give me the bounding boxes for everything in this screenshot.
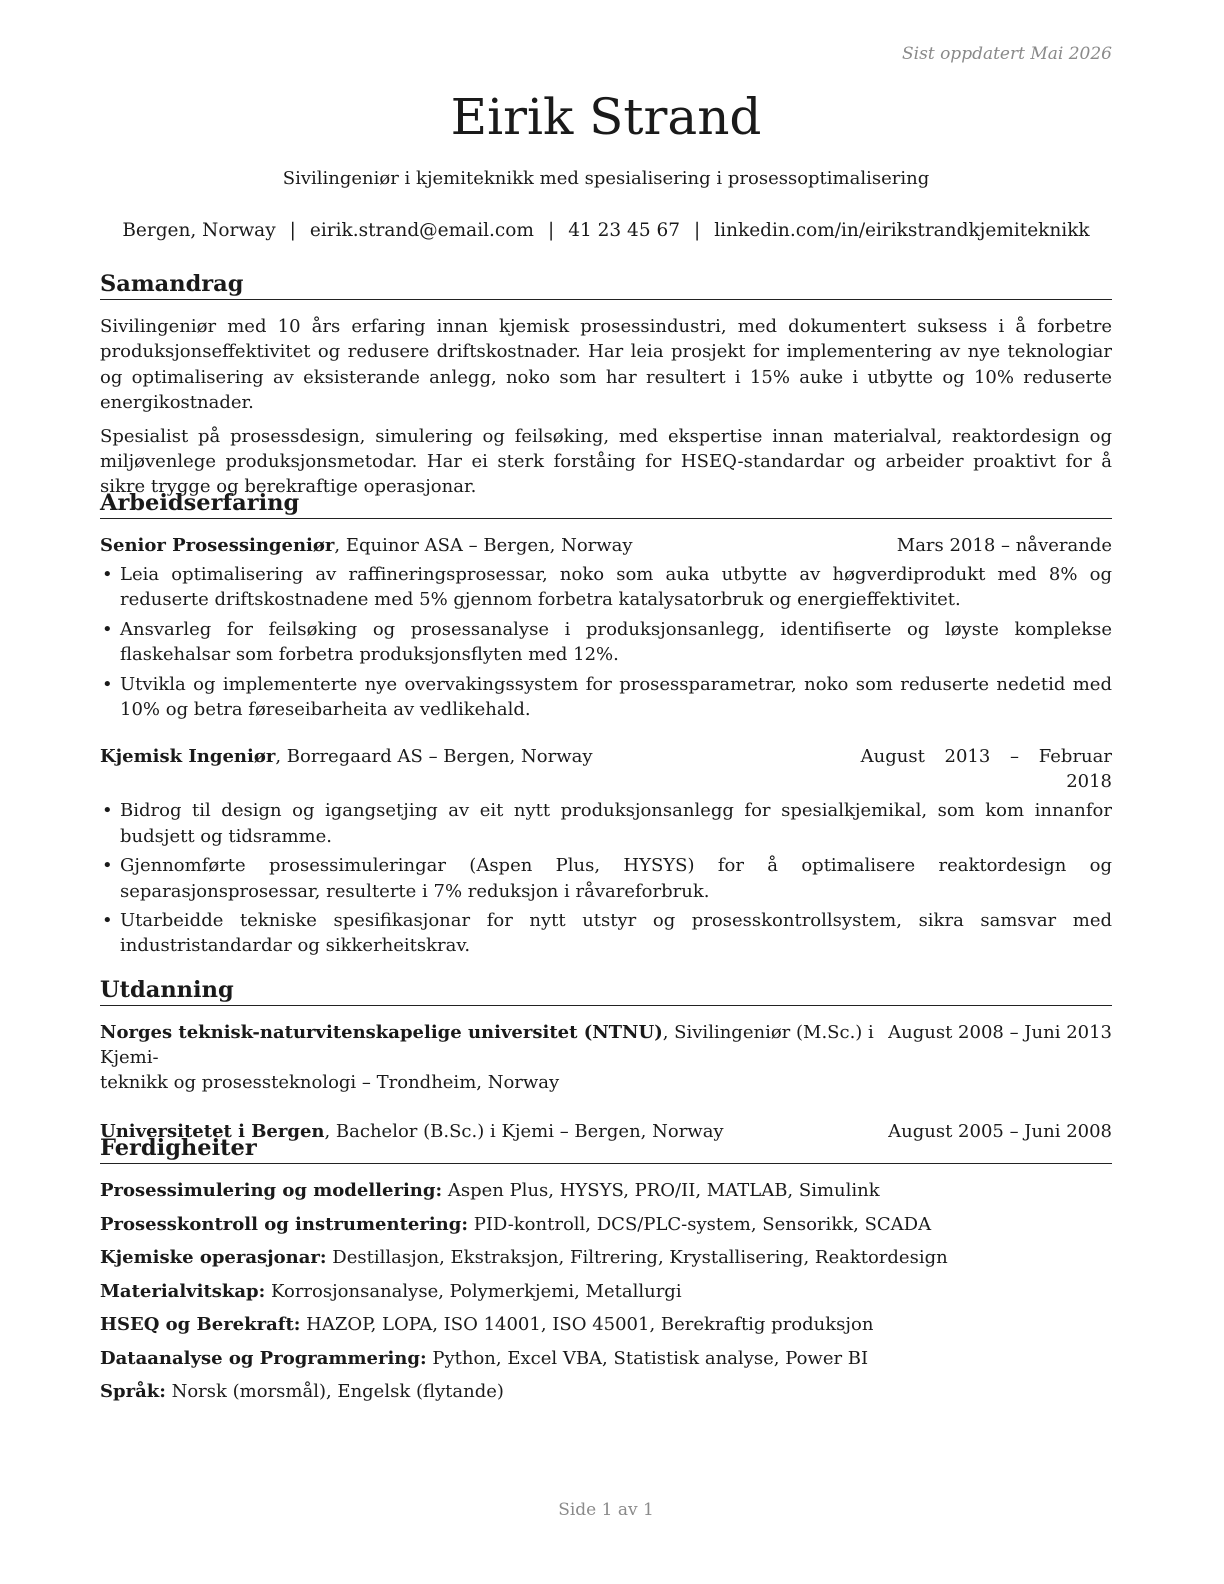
skill-label: Dataanalyse og Programmering: <box>100 1347 427 1369</box>
skill-value: Python, Excel VBA, Statistisk analyse, Power BI <box>426 1347 869 1369</box>
skill-row <box>100 1241 1112 1275</box>
skill-value: Korrosjonsanalyse, Polymerkjemi, Metallurgi <box>265 1280 682 1302</box>
job-bullet: • Utarbeidde tekniske spesifikasjonar for nytt utstyr og prosesskontrollsystem, sikra samsvar med industristandardar og sikkerheitskrav. <box>100 908 1112 959</box>
education-school: Norges teknisk-naturvitenskapelige universitet (NTNU) <box>100 1022 663 1043</box>
education-item <box>100 1020 1112 1095</box>
skill-label: Språk: <box>100 1381 166 1402</box>
job-bullet: • Leia optimalisering av raffineringsprosessar, noko som auka utbytte av høgverdiprodukt med 8% og reduserte driftskostnadene med 5% gjennom forbetra katalysatorbruk og energieffektivitet. <box>100 562 1112 613</box>
job-header <box>100 744 1112 793</box>
skill-value: Destillasjon, Ekstraksjon, Filtrering, Krystallisering, Reaktordesign <box>326 1247 948 1268</box>
resume-page <box>100 0 1112 1584</box>
skill-value: HAZOP, LOPA, ISO 14001, ISO 45001, Berekraftig produksjon <box>300 1314 874 1335</box>
last-updated: Sist oppdatert Mai 2026 <box>902 44 1112 64</box>
job-bullet: • Bidrog til design og igangsetjing av eit nytt produksjonsanlegg for spesialkjemikal, som kom innanfor budsjett og tidsramme. <box>100 798 1112 849</box>
job-dates-line: August 2013 – Februar <box>860 746 1112 768</box>
skill-value: Aspen Plus, HYSYS, PRO/II, MATLAB, Simulink <box>442 1180 880 1201</box>
summary-paragraph: Spesialist på prosessdesign, simulering og feilsøking, med ekspertise innan materialval, reaktordesign og miljøvenlege produksjonsmetodar. Har ei sterk forståing for HSEQ-standardar og arbeider proaktivt for å sikre trygge og berekraftige operasjonar. <box>100 425 1112 498</box>
skill-row <box>100 1342 1112 1376</box>
education-dates: August 2005 – Juni 2008 <box>888 1121 1112 1142</box>
contact-separator: | <box>694 220 701 241</box>
section-title-summary: Samandrag <box>100 270 1112 300</box>
contact-phone: 41 23 45 67 <box>568 220 681 241</box>
job-role: Senior Prosessingeniør <box>100 535 335 556</box>
contact-email[interactable]: eirik.strand@email.com <box>309 220 534 241</box>
job-role: Kjemisk Ingeniør <box>100 746 276 768</box>
skill-row <box>100 1275 1112 1309</box>
contact-line <box>100 220 1112 241</box>
experience-section <box>100 489 1112 959</box>
job-bullet: • Ansvarleg for feilsøking og prosessanalyse i produksjonsanlegg, identifiserte og løyste komplekse flaskehalsar som forbetra produksjonsflyten med 12%. <box>100 617 1112 668</box>
job-employer: , Equinor ASA – Bergen, Norway <box>334 535 633 556</box>
contact-linkedin[interactable]: linkedin.com/in/eirikstrandkjemiteknikk <box>714 220 1090 241</box>
summary-section <box>100 270 1112 500</box>
skill-label: Prosessimulering og modellering: <box>100 1180 443 1201</box>
candidate-subtitle: Sivilingeniør i kjemiteknikk med spesialisering i prosessoptimalisering <box>282 168 930 189</box>
contact-separator: | <box>289 220 296 241</box>
job-bullets <box>100 562 1112 722</box>
skill-label: Prosesskontroll og instrumentering: <box>100 1213 468 1235</box>
education-degree: , Sivilingeniør (M.Sc.) i Kjemi- <box>100 1022 874 1068</box>
education-degree: , Bachelor (B.Sc.) i Kjemi – Bergen, Norway <box>324 1121 724 1142</box>
skill-row <box>100 1208 1112 1242</box>
skills-list <box>100 1174 1112 1409</box>
skill-label: HSEQ og Berekraft: <box>100 1314 301 1335</box>
contact-separator: | <box>547 220 555 241</box>
job-dates <box>861 744 1112 794</box>
skill-row <box>100 1174 1112 1208</box>
job-dates-line: 2018 <box>1066 771 1112 793</box>
skill-label: Kjemiske operasjonar: <box>100 1247 327 1268</box>
education-school: Universitetet i Bergen <box>100 1121 325 1142</box>
section-title-experience: Arbeidserfaring <box>100 489 1112 519</box>
skills-section <box>100 1134 1112 1409</box>
summary-paragraph: Sivilingeniør med 10 års erfaring innan kjemisk prosessindustri, med dokumentert suksess i å forbetre produksjonseffektivitet og redusere driftskostnader. Har leia prosjekt for implementering av nye teknologiar og optimalisering av eksisterande anlegg, noko som har resultert i 15% auke i utbytte og 10% reduserte energikostnader. <box>100 316 1112 414</box>
education-section <box>100 976 1112 1144</box>
candidate-name: Eirik Strand <box>450 88 762 146</box>
education-degree: teknikk og prosessteknologi – Trondheim, Norway <box>100 1072 560 1093</box>
skill-row <box>100 1375 1112 1409</box>
section-title-education: Utdanning <box>100 976 1112 1006</box>
education-dates: August 2008 – Juni 2013 <box>888 1022 1112 1043</box>
section-title-skills: Ferdigheiter <box>100 1134 1112 1164</box>
job-employer: , Borregaard AS – Bergen, Norway <box>275 746 593 768</box>
job-header <box>100 533 1112 558</box>
skill-row <box>100 1308 1112 1342</box>
skill-label: Materialvitskap: <box>100 1280 266 1302</box>
contact-location: Bergen, Norway <box>122 220 276 241</box>
job-bullet: • Gjennomførte prosessimuleringar (Aspen Plus, HYSYS) for å optimalisere reaktordesign og separasjonsprosessar, resulterte i 7% reduksjon i råvareforbruk. <box>100 853 1112 904</box>
job-dates: Mars 2018 – nåverande <box>896 535 1112 556</box>
skill-value: Norsk (morsmål), Engelsk (flytande) <box>165 1381 504 1402</box>
skill-value: PID-kontroll, DCS/PLC-system, Sensorikk, SCADA <box>467 1213 932 1235</box>
job-bullets <box>100 798 1112 958</box>
page-number: Side 1 av 1 <box>558 1500 654 1520</box>
job-bullet: • Utvikla og implementerte nye overvakingssystem for prosessparametrar, noko som reduserte nedetid med 10% og betra føreseibarheita av vedlikehald. <box>100 672 1112 723</box>
